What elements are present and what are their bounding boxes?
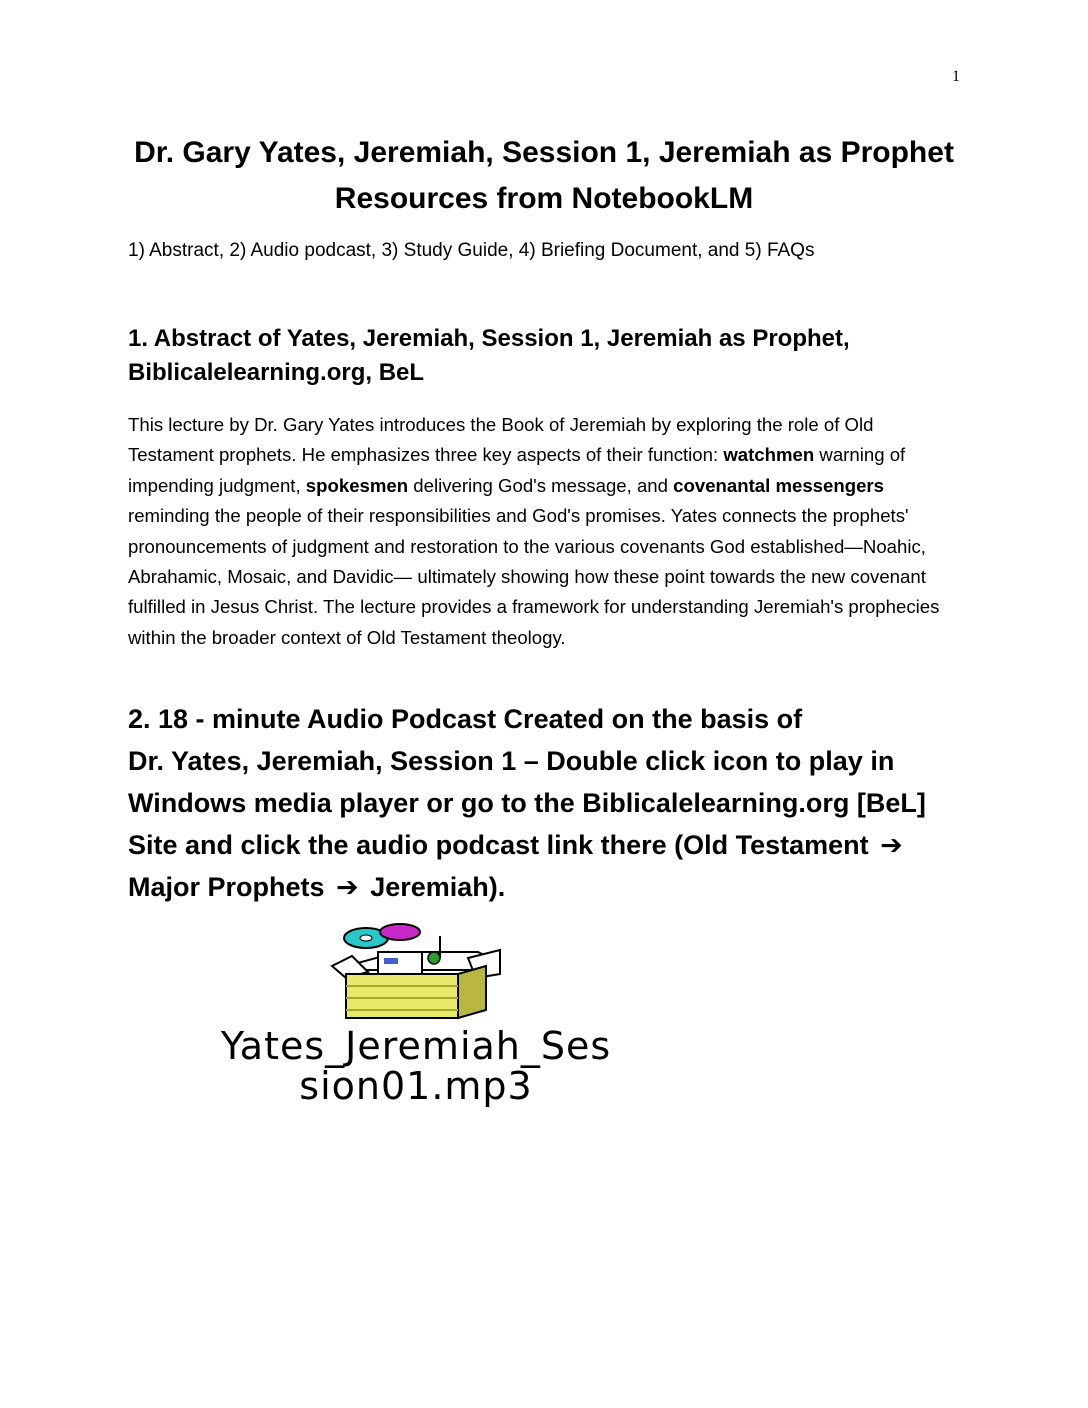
section-2-line-4 — [128, 824, 968, 866]
section-1-heading — [128, 322, 968, 390]
filename-line-2: sion01.mp3 — [299, 1064, 533, 1108]
abstract-text-2: warning of impending judgment, — [128, 444, 906, 496]
section-2-line-5-text-b: Jeremiah). — [370, 872, 506, 902]
abstract-paragraph — [128, 410, 958, 653]
page-number: 1 — [952, 68, 960, 85]
abstract-bold-covenantal-messengers: covenantal messengers — [673, 474, 884, 496]
abstract-text-3: delivering God's message, and — [408, 474, 674, 496]
abstract-text-4: reminding the people of their responsibilities and God's promises. Yates connects the prophets' pronouncements of judgment and restoration to the various covenants God established—Noahic, Abrahamic, Mosaic, and Davidic— ultimately showing how these point towards the new covenant fulfilled in Jesus Christ. The lecture provides a framework for understanding Jeremiah's prophecies within the broader context of Old Testament theology. — [128, 505, 940, 648]
section-1-heading-line-2: Biblicalelearning.org, BeL — [128, 359, 425, 386]
filename-line-1: Yates_Jeremiah_Ses — [220, 1024, 612, 1068]
section-2-line-1: 2. 18 - minute Audio Podcast Created on the basis of — [128, 704, 803, 734]
abstract-bold-watchmen: watchmen — [723, 444, 815, 466]
right-arrow-icon: ➔ — [880, 830, 903, 860]
abstract-bold-spokesmen: spokesmen — [305, 474, 409, 496]
attachment-filename[interactable] — [136, 1026, 696, 1106]
section-2-line-5 — [128, 866, 968, 908]
section-1-heading-line-1: 1. Abstract of Yates, Jeremiah, Session 1, Jeremiah as Prophet, — [128, 325, 850, 352]
title-line-2: Resources from NotebookLM — [334, 182, 754, 215]
package-icon[interactable] — [328, 922, 504, 1022]
section-2-line-2: Dr. Yates, Jeremiah, Session 1 – Double click icon to play in — [128, 746, 895, 776]
section-2-heading — [128, 698, 968, 908]
section-2-line-3: Windows media player or go to the Biblicalelearning.org [BeL] — [128, 788, 926, 818]
title-line-1: Dr. Gary Yates, Jeremiah, Session 1, Jeremiah as Prophet — [134, 136, 954, 169]
section-2-line-5-text-a: Major Prophets — [128, 872, 325, 902]
abstract-text-1: This lecture by Dr. Gary Yates introduces the Book of Jeremiah by exploring the role of Old Testament prophets. He emphasizes three key aspects of their function: — [128, 414, 874, 466]
section-2-line-4-text: Site and click the audio podcast link there (Old Testament — [128, 830, 869, 860]
document-title — [100, 130, 988, 222]
resources-list: 1) Abstract, 2) Audio podcast, 3) Study Guide, 4) Briefing Document, and 5) FAQs — [128, 240, 815, 261]
right-arrow-icon: ➔ — [336, 872, 359, 902]
